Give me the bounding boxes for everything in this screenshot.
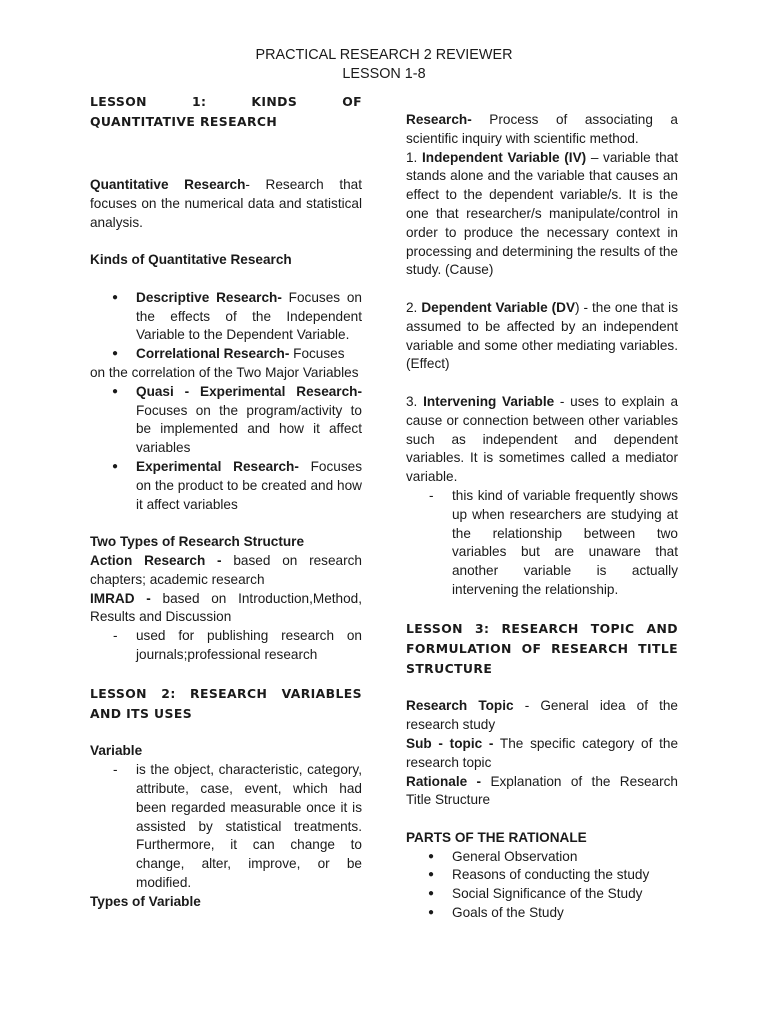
lesson2-heading-line1: LESSON 2: RESEARCH VARIABLES	[90, 685, 362, 701]
subtitle-line: LESSON 1-8	[342, 66, 426, 82]
action-research-definition	[90, 552, 362, 590]
lesson1-heading-line2: QUANTITATIVE RESEARCH	[90, 114, 278, 129]
action-research-term: Action Research -	[90, 552, 222, 568]
imrad-definition	[90, 590, 362, 628]
kind-term: Quasi - Experimental Research-	[136, 383, 362, 399]
imrad-note-list	[90, 627, 362, 665]
list-item	[90, 383, 362, 458]
iv-term: Independent Variable (IV)	[422, 149, 587, 165]
iv-number: 1.	[406, 149, 422, 165]
kind-def: Focuses on the effects of the Independent Variable to the Dependent Variable.	[136, 289, 362, 343]
lesson1-heading-line1: LESSON 1: KINDS OF	[90, 94, 362, 109]
research-definition	[406, 111, 678, 149]
rationale-term: Rationale -	[406, 773, 482, 789]
document-title	[0, 46, 768, 84]
dv-number: 2.	[406, 299, 422, 315]
list-item: ● Social Significance of the Study	[406, 885, 678, 904]
lesson2-heading-line2: AND ITS USES	[90, 705, 193, 721]
inv-number: 3.	[406, 393, 424, 409]
topic-term: Research Topic	[406, 698, 514, 714]
imrad-def: based on Introduction,Method, Results and Discussion	[90, 590, 363, 625]
kinds-list	[90, 289, 362, 364]
list-item: - this kind of variable frequently shows up when researchers are studying at the relationship between two variables but are unaware that another variable is actually intervening the relationship.	[406, 487, 678, 600]
research-topic-definition	[406, 697, 678, 735]
correlational-continuation: on the correlation of the Two Major Variables	[90, 364, 359, 380]
inv-def: - uses to explain a cause or connection between other variables such as independent and dependent variables. It is sometimes called a mediator variable.	[406, 393, 679, 485]
imrad-term: IMRAD -	[90, 590, 151, 606]
list-item	[90, 458, 362, 514]
kind-def: Focuses on the product to be created and how it affect variables	[136, 458, 363, 512]
kinds-list-continued	[90, 383, 362, 515]
lesson3-heading-line3: STRUCTURE	[406, 660, 493, 676]
research-def: Process of associating a scientific inquiry with scientific method.	[406, 112, 678, 146]
subtopic-def: The specific category of the research topic	[406, 735, 678, 770]
kinds-heading	[90, 251, 362, 270]
list-item: - is the object, characteristic, category, attribute, case, event, which had been regarded measurable once it is assisted by statistical treatments. Furthermore, it can change to change, alter, improve, or be modified.	[90, 761, 362, 893]
quantitative-research-term: Quantitative Research	[90, 177, 246, 192]
quantitative-research-def: - Research that focuses on the numerical data and statistical analysis.	[90, 177, 363, 230]
lesson3-heading-line2: FORMULATION OF RESEARCH TITLE	[406, 640, 678, 656]
kind-def: Focuses	[289, 346, 345, 362]
parts-heading-text: PARTS OF THE RATIONALE	[406, 829, 587, 845]
types-heading-text: Types of Variable	[90, 893, 201, 909]
intervening-variable-definition	[406, 393, 678, 487]
variable-heading	[90, 742, 362, 761]
structure-heading	[90, 533, 362, 552]
dependent-variable-definition	[406, 299, 678, 374]
list-item: ● Goals of the Study	[406, 904, 678, 923]
types-heading	[90, 893, 362, 912]
topic-def: - General idea of the research study	[406, 698, 678, 733]
inv-term: Intervening Variable	[423, 393, 555, 409]
variable-heading-text: Variable	[90, 743, 143, 759]
kinds-heading-text: Kinds of Quantitative Research	[90, 252, 292, 268]
kind-term: Descriptive Research-	[136, 289, 282, 305]
kind-def: Focuses on the program/activity to be implemented and how it affect variables	[136, 402, 362, 456]
subtopic-term: Sub - topic -	[406, 735, 494, 751]
list-item: ● General Observation	[406, 848, 678, 867]
research-term: Research-	[406, 112, 472, 127]
left-column	[90, 92, 362, 911]
rationale-def: Explanation of the Research Title Structure	[406, 773, 678, 808]
list-item	[90, 289, 362, 345]
title-line: PRACTICAL RESEARCH 2 REVIEWER	[255, 47, 513, 63]
quantitative-research-definition	[90, 176, 362, 232]
rationale-definition	[406, 773, 678, 811]
list-item	[90, 345, 362, 364]
kind-term: Correlational Research-	[136, 346, 290, 362]
action-research-def: based on research chapters; academic research	[90, 552, 362, 587]
right-column	[406, 111, 678, 923]
dv-def: ) - the one that is assumed to be affected by an independent variable and some other mediating variables. (Effect)	[406, 299, 678, 372]
kind-term: Experimental Research-	[136, 458, 299, 474]
iv-def: – variable that stands alone and the variable that causes an effect to the dependent variable/s. It is the one that researcher/s manipulate/control in order to produce the necessary context in processing and determining the results of the study. (Cause)	[406, 149, 678, 278]
list-item: - used for publishing research on journals;professional research	[90, 627, 362, 665]
subtopic-definition	[406, 735, 678, 773]
variable-def-list	[90, 761, 362, 893]
list-item: ● Reasons of conducting the study	[406, 866, 678, 885]
parts-list	[406, 848, 678, 923]
independent-variable-definition	[406, 149, 678, 281]
lesson3-heading-line1: LESSON 3: RESEARCH TOPIC AND	[406, 620, 678, 636]
structure-heading-text: Two Types of Research Structure	[90, 534, 305, 550]
intervening-note-list	[406, 487, 678, 600]
dv-term: Dependent Variable (DV	[421, 299, 576, 315]
parts-heading	[406, 829, 678, 848]
